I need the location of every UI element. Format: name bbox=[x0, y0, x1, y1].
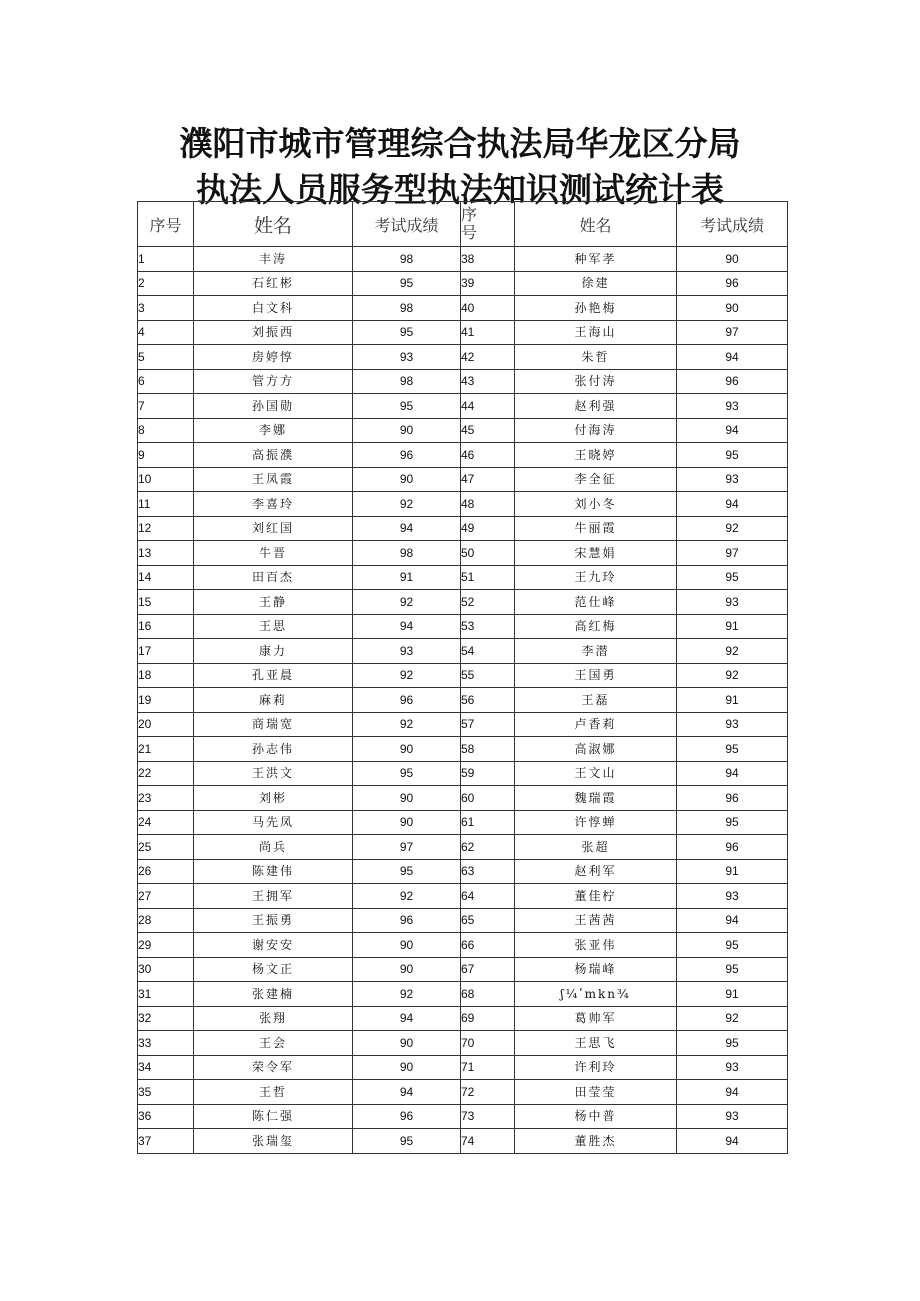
seq-cell-2: 44 bbox=[461, 394, 515, 419]
score-cell: 95 bbox=[353, 1129, 461, 1154]
name-cell-2: 杨瑞峰 bbox=[515, 957, 677, 982]
table-row bbox=[138, 663, 788, 688]
name-cell: 王哲 bbox=[194, 1080, 353, 1105]
name-cell-2: 高淑娜 bbox=[515, 737, 677, 762]
name-cell-2: 葛帅军 bbox=[515, 1006, 677, 1031]
table-header-row bbox=[138, 202, 788, 247]
seq-cell: 23 bbox=[138, 786, 194, 811]
name-cell: 商瑞宽 bbox=[194, 712, 353, 737]
name-cell: 李喜玲 bbox=[194, 492, 353, 517]
score-cell: 94 bbox=[353, 1080, 461, 1105]
table-row bbox=[138, 271, 788, 296]
score-cell: 90 bbox=[353, 418, 461, 443]
name-cell-2: 付海涛 bbox=[515, 418, 677, 443]
score-cell-2: 97 bbox=[677, 320, 788, 345]
name-cell: 王思 bbox=[194, 614, 353, 639]
header-seq-2: 序 号 bbox=[461, 202, 515, 247]
name-cell: 刘彬 bbox=[194, 786, 353, 811]
table-row bbox=[138, 859, 788, 884]
header-seq: 序号 bbox=[138, 202, 194, 247]
name-cell: 杨文正 bbox=[194, 957, 353, 982]
score-cell-2: 91 bbox=[677, 614, 788, 639]
score-cell: 90 bbox=[353, 1031, 461, 1056]
seq-cell-2: 64 bbox=[461, 884, 515, 909]
seq-cell: 18 bbox=[138, 663, 194, 688]
score-cell: 90 bbox=[353, 933, 461, 958]
table-row bbox=[138, 1006, 788, 1031]
name-cell: 孙国勋 bbox=[194, 394, 353, 419]
score-cell-2: 96 bbox=[677, 271, 788, 296]
name-cell-2: 王国勇 bbox=[515, 663, 677, 688]
seq-cell: 19 bbox=[138, 688, 194, 713]
score-cell: 95 bbox=[353, 320, 461, 345]
name-cell: 房婷惇 bbox=[194, 345, 353, 370]
page-title-line-2: 执法人员服务型执法知识测试统计表 bbox=[196, 170, 724, 209]
seq-cell: 17 bbox=[138, 639, 194, 664]
seq-cell-2: 68 bbox=[461, 982, 515, 1007]
name-cell: 王会 bbox=[194, 1031, 353, 1056]
score-cell-2: 94 bbox=[677, 1129, 788, 1154]
name-cell: 康力 bbox=[194, 639, 353, 664]
seq-cell-2: 61 bbox=[461, 810, 515, 835]
name-cell-2: 许利玲 bbox=[515, 1055, 677, 1080]
seq-cell: 5 bbox=[138, 345, 194, 370]
score-cell-2: 91 bbox=[677, 982, 788, 1007]
seq-cell: 1 bbox=[138, 247, 194, 272]
score-cell-2: 92 bbox=[677, 516, 788, 541]
table-row bbox=[138, 810, 788, 835]
name-cell: 孔亚晨 bbox=[194, 663, 353, 688]
score-cell: 92 bbox=[353, 982, 461, 1007]
seq-cell: 34 bbox=[138, 1055, 194, 1080]
table-row bbox=[138, 1129, 788, 1154]
name-cell-2: 董胜杰 bbox=[515, 1129, 677, 1154]
score-cell-2: 90 bbox=[677, 247, 788, 272]
score-cell-2: 93 bbox=[677, 467, 788, 492]
table-row bbox=[138, 492, 788, 517]
seq-cell-2: 57 bbox=[461, 712, 515, 737]
seq-cell-2: 65 bbox=[461, 908, 515, 933]
score-cell-2: 93 bbox=[677, 1055, 788, 1080]
table-row bbox=[138, 933, 788, 958]
score-cell-2: 97 bbox=[677, 541, 788, 566]
seq-cell-2: 49 bbox=[461, 516, 515, 541]
table-row bbox=[138, 345, 788, 370]
score-cell-2: 94 bbox=[677, 908, 788, 933]
score-cell: 95 bbox=[353, 761, 461, 786]
name-cell: 高振濮 bbox=[194, 443, 353, 468]
name-cell-2: 宋慧娟 bbox=[515, 541, 677, 566]
seq-cell-2: 52 bbox=[461, 590, 515, 615]
score-cell-2: 93 bbox=[677, 590, 788, 615]
name-cell-2: 刘小冬 bbox=[515, 492, 677, 517]
table-row bbox=[138, 712, 788, 737]
name-cell-2: 许惇蝉 bbox=[515, 810, 677, 835]
table-row bbox=[138, 394, 788, 419]
name-cell-2: 王茜茜 bbox=[515, 908, 677, 933]
seq-cell-2: 71 bbox=[461, 1055, 515, 1080]
seq-cell-2: 41 bbox=[461, 320, 515, 345]
seq-cell-2: 46 bbox=[461, 443, 515, 468]
score-cell: 90 bbox=[353, 957, 461, 982]
name-cell-2: 赵利军 bbox=[515, 859, 677, 884]
seq-cell: 12 bbox=[138, 516, 194, 541]
seq-cell: 10 bbox=[138, 467, 194, 492]
score-cell-2: 93 bbox=[677, 712, 788, 737]
score-cell-2: 96 bbox=[677, 786, 788, 811]
seq-cell: 22 bbox=[138, 761, 194, 786]
seq-cell: 15 bbox=[138, 590, 194, 615]
score-cell: 95 bbox=[353, 859, 461, 884]
name-cell: 马先凤 bbox=[194, 810, 353, 835]
name-cell: 刘红国 bbox=[194, 516, 353, 541]
score-cell: 92 bbox=[353, 663, 461, 688]
name-cell-2: 朱哲 bbox=[515, 345, 677, 370]
score-cell: 95 bbox=[353, 394, 461, 419]
name-cell: 王洪文 bbox=[194, 761, 353, 786]
seq-cell: 14 bbox=[138, 565, 194, 590]
name-cell: 李娜 bbox=[194, 418, 353, 443]
header-score-2: 考试成绩 bbox=[677, 202, 788, 247]
name-cell-2: 卢香莉 bbox=[515, 712, 677, 737]
seq-cell: 11 bbox=[138, 492, 194, 517]
name-cell-2: 范仕峰 bbox=[515, 590, 677, 615]
score-cell-2: 91 bbox=[677, 688, 788, 713]
name-cell-2: 张超 bbox=[515, 835, 677, 860]
seq-cell: 2 bbox=[138, 271, 194, 296]
seq-cell-2: 54 bbox=[461, 639, 515, 664]
name-cell-2: ʃ¼ʹmkn¾ bbox=[515, 982, 677, 1007]
seq-cell: 27 bbox=[138, 884, 194, 909]
table-row bbox=[138, 1055, 788, 1080]
header-name-2: 姓名 bbox=[515, 202, 677, 247]
score-cell-2: 93 bbox=[677, 884, 788, 909]
seq-cell: 6 bbox=[138, 369, 194, 394]
seq-cell: 20 bbox=[138, 712, 194, 737]
name-cell: 刘振西 bbox=[194, 320, 353, 345]
seq-cell: 25 bbox=[138, 835, 194, 860]
seq-cell: 32 bbox=[138, 1006, 194, 1031]
seq-cell-2: 38 bbox=[461, 247, 515, 272]
name-cell-2: 徐建 bbox=[515, 271, 677, 296]
seq-cell: 8 bbox=[138, 418, 194, 443]
score-cell-2: 94 bbox=[677, 492, 788, 517]
table-row bbox=[138, 247, 788, 272]
table-row bbox=[138, 320, 788, 345]
header-score: 考试成绩 bbox=[353, 202, 461, 247]
score-cell: 96 bbox=[353, 908, 461, 933]
seq-cell: 21 bbox=[138, 737, 194, 762]
name-cell-2: 杨中普 bbox=[515, 1104, 677, 1129]
table-row bbox=[138, 957, 788, 982]
score-cell-2: 94 bbox=[677, 345, 788, 370]
table-row bbox=[138, 369, 788, 394]
score-cell: 97 bbox=[353, 835, 461, 860]
seq-cell-2: 42 bbox=[461, 345, 515, 370]
seq-cell-2: 43 bbox=[461, 369, 515, 394]
name-cell: 麻莉 bbox=[194, 688, 353, 713]
page-title-line-1: 濮阳市城市管理综合执法局华龙区分局 bbox=[179, 124, 741, 163]
seq-cell: 13 bbox=[138, 541, 194, 566]
name-cell-2: 董佳柠 bbox=[515, 884, 677, 909]
seq-cell: 37 bbox=[138, 1129, 194, 1154]
seq-cell-2: 48 bbox=[461, 492, 515, 517]
seq-cell: 4 bbox=[138, 320, 194, 345]
score-cell: 91 bbox=[353, 565, 461, 590]
score-cell-2: 90 bbox=[677, 296, 788, 321]
name-cell-2: 王晓婷 bbox=[515, 443, 677, 468]
score-cell: 92 bbox=[353, 884, 461, 909]
score-cell: 92 bbox=[353, 492, 461, 517]
table-row bbox=[138, 541, 788, 566]
seq-cell-2: 40 bbox=[461, 296, 515, 321]
score-cell: 93 bbox=[353, 639, 461, 664]
name-cell: 张瑞玺 bbox=[194, 1129, 353, 1154]
table-row bbox=[138, 418, 788, 443]
score-cell: 93 bbox=[353, 345, 461, 370]
name-cell: 孙志伟 bbox=[194, 737, 353, 762]
table-row bbox=[138, 786, 788, 811]
seq-cell: 29 bbox=[138, 933, 194, 958]
score-cell: 96 bbox=[353, 1104, 461, 1129]
name-cell-2: 张亚伟 bbox=[515, 933, 677, 958]
score-cell: 95 bbox=[353, 271, 461, 296]
score-cell: 92 bbox=[353, 712, 461, 737]
seq-cell: 28 bbox=[138, 908, 194, 933]
name-cell: 牛晋 bbox=[194, 541, 353, 566]
name-cell: 白文科 bbox=[194, 296, 353, 321]
seq-cell-2: 51 bbox=[461, 565, 515, 590]
name-cell-2: 牛丽霞 bbox=[515, 516, 677, 541]
table-row bbox=[138, 614, 788, 639]
table-row bbox=[138, 688, 788, 713]
table-row bbox=[138, 1104, 788, 1129]
name-cell: 张建楠 bbox=[194, 982, 353, 1007]
table-row bbox=[138, 908, 788, 933]
seq-cell: 31 bbox=[138, 982, 194, 1007]
seq-cell-2: 45 bbox=[461, 418, 515, 443]
score-cell: 90 bbox=[353, 737, 461, 762]
score-cell-2: 95 bbox=[677, 565, 788, 590]
name-cell: 荣令军 bbox=[194, 1055, 353, 1080]
name-cell-2: 孙艳梅 bbox=[515, 296, 677, 321]
name-cell: 陈仁强 bbox=[194, 1104, 353, 1129]
seq-cell-2: 62 bbox=[461, 835, 515, 860]
seq-cell-2: 60 bbox=[461, 786, 515, 811]
score-cell-2: 95 bbox=[677, 737, 788, 762]
seq-cell: 26 bbox=[138, 859, 194, 884]
seq-cell-2: 69 bbox=[461, 1006, 515, 1031]
seq-cell-2: 72 bbox=[461, 1080, 515, 1105]
score-cell: 92 bbox=[353, 590, 461, 615]
score-cell-2: 95 bbox=[677, 443, 788, 468]
name-cell: 王凤霞 bbox=[194, 467, 353, 492]
score-cell: 98 bbox=[353, 541, 461, 566]
table-row bbox=[138, 1080, 788, 1105]
seq-cell: 16 bbox=[138, 614, 194, 639]
name-cell: 尚兵 bbox=[194, 835, 353, 860]
name-cell-2: 李全征 bbox=[515, 467, 677, 492]
score-cell-2: 94 bbox=[677, 418, 788, 443]
seq-cell: 33 bbox=[138, 1031, 194, 1056]
table-row bbox=[138, 884, 788, 909]
score-cell-2: 95 bbox=[677, 933, 788, 958]
score-cell-2: 94 bbox=[677, 761, 788, 786]
score-cell-2: 92 bbox=[677, 1006, 788, 1031]
name-cell: 管方方 bbox=[194, 369, 353, 394]
name-cell-2: 种军孝 bbox=[515, 247, 677, 272]
name-cell: 张翔 bbox=[194, 1006, 353, 1031]
score-cell: 94 bbox=[353, 516, 461, 541]
seq-cell: 35 bbox=[138, 1080, 194, 1105]
seq-cell-2: 58 bbox=[461, 737, 515, 762]
seq-cell-2: 59 bbox=[461, 761, 515, 786]
name-cell-2: 田莹莹 bbox=[515, 1080, 677, 1105]
score-cell: 96 bbox=[353, 688, 461, 713]
seq-cell-2: 66 bbox=[461, 933, 515, 958]
table-row bbox=[138, 296, 788, 321]
name-cell-2: 王磊 bbox=[515, 688, 677, 713]
score-cell: 90 bbox=[353, 810, 461, 835]
name-cell: 王振勇 bbox=[194, 908, 353, 933]
score-cell-2: 93 bbox=[677, 394, 788, 419]
seq-cell-2: 50 bbox=[461, 541, 515, 566]
name-cell: 谢安安 bbox=[194, 933, 353, 958]
score-cell-2: 96 bbox=[677, 369, 788, 394]
name-cell-2: 李潜 bbox=[515, 639, 677, 664]
seq-cell: 36 bbox=[138, 1104, 194, 1129]
table-row bbox=[138, 982, 788, 1007]
seq-cell: 3 bbox=[138, 296, 194, 321]
score-cell-2: 91 bbox=[677, 859, 788, 884]
name-cell-2: 王海山 bbox=[515, 320, 677, 345]
score-cell-2: 93 bbox=[677, 1104, 788, 1129]
name-cell: 石红彬 bbox=[194, 271, 353, 296]
seq-cell: 24 bbox=[138, 810, 194, 835]
score-cell-2: 96 bbox=[677, 835, 788, 860]
score-cell: 90 bbox=[353, 1055, 461, 1080]
table-row bbox=[138, 639, 788, 664]
score-cell: 96 bbox=[353, 443, 461, 468]
header-name: 姓名 bbox=[194, 202, 353, 247]
name-cell-2: 王思飞 bbox=[515, 1031, 677, 1056]
table-row bbox=[138, 443, 788, 468]
table-row bbox=[138, 516, 788, 541]
seq-cell-2: 67 bbox=[461, 957, 515, 982]
name-cell-2: 王九玲 bbox=[515, 565, 677, 590]
score-cell: 94 bbox=[353, 1006, 461, 1031]
seq-cell: 7 bbox=[138, 394, 194, 419]
seq-cell: 30 bbox=[138, 957, 194, 982]
score-cell: 94 bbox=[353, 614, 461, 639]
name-cell: 王静 bbox=[194, 590, 353, 615]
seq-cell-2: 47 bbox=[461, 467, 515, 492]
seq-cell-2: 63 bbox=[461, 859, 515, 884]
score-cell: 98 bbox=[353, 247, 461, 272]
score-cell: 98 bbox=[353, 369, 461, 394]
name-cell: 王拥军 bbox=[194, 884, 353, 909]
name-cell: 田百杰 bbox=[194, 565, 353, 590]
name-cell: 丰涛 bbox=[194, 247, 353, 272]
seq-cell: 9 bbox=[138, 443, 194, 468]
seq-cell-2: 39 bbox=[461, 271, 515, 296]
seq-cell-2: 74 bbox=[461, 1129, 515, 1154]
name-cell-2: 张付涛 bbox=[515, 369, 677, 394]
score-cell: 90 bbox=[353, 467, 461, 492]
score-cell-2: 94 bbox=[677, 1080, 788, 1105]
name-cell: 陈建伟 bbox=[194, 859, 353, 884]
score-cell-2: 92 bbox=[677, 663, 788, 688]
table-row bbox=[138, 761, 788, 786]
score-cell-2: 95 bbox=[677, 810, 788, 835]
score-cell-2: 95 bbox=[677, 957, 788, 982]
score-cell: 90 bbox=[353, 786, 461, 811]
seq-cell-2: 70 bbox=[461, 1031, 515, 1056]
seq-cell-2: 55 bbox=[461, 663, 515, 688]
name-cell-2: 高红梅 bbox=[515, 614, 677, 639]
table-row bbox=[138, 1031, 788, 1056]
table-row bbox=[138, 467, 788, 492]
seq-cell-2: 53 bbox=[461, 614, 515, 639]
name-cell-2: 魏瑞霞 bbox=[515, 786, 677, 811]
table-row bbox=[138, 737, 788, 762]
seq-cell-2: 56 bbox=[461, 688, 515, 713]
score-table bbox=[137, 201, 788, 1154]
score-cell-2: 92 bbox=[677, 639, 788, 664]
score-cell: 98 bbox=[353, 296, 461, 321]
table-row bbox=[138, 565, 788, 590]
table-row bbox=[138, 835, 788, 860]
name-cell-2: 赵利强 bbox=[515, 394, 677, 419]
table-row bbox=[138, 590, 788, 615]
name-cell-2: 王文山 bbox=[515, 761, 677, 786]
score-cell-2: 95 bbox=[677, 1031, 788, 1056]
seq-cell-2: 73 bbox=[461, 1104, 515, 1129]
